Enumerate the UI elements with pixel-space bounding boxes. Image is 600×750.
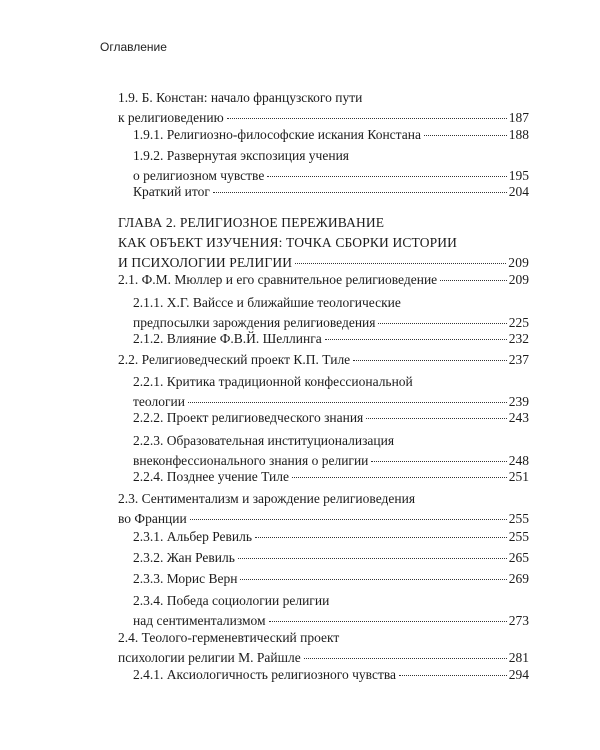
toc-entry-2-1-1[interactable]	[133, 293, 529, 333]
page-number: 195	[508, 168, 529, 183]
leader-dots	[424, 135, 507, 136]
toc-entry-title: 2.1. Ф.М. Мюллер и его сравнительное религиоведение	[118, 272, 438, 287]
page-number: 269	[508, 571, 529, 586]
toc-entry-2-2[interactable]	[118, 350, 529, 370]
toc-entry-2-2-2[interactable]	[133, 408, 529, 428]
toc-entry-title: 2.2.3. Образовательная институционализация	[133, 433, 395, 448]
toc-entry-title: 1.9.1. Религиозно-философские искания Констана	[133, 127, 421, 142]
toc-entry-title: предпосылки зарождения религиоведения	[133, 315, 376, 330]
toc-entry-2-3-1[interactable]	[133, 527, 529, 547]
page-number: 273	[508, 613, 529, 628]
toc-chapter-2[interactable]	[118, 213, 529, 273]
leader-dots	[238, 558, 507, 559]
toc-entry-title: 2.2.4. Позднее учение Тиле	[133, 469, 290, 484]
toc-entry-title: 2.3.3. Морис Верн	[133, 571, 238, 586]
toc-entry-title: 2.2.1. Критика традиционной конфессиональной	[133, 374, 413, 389]
toc-entry-title: психологии религии М. Райшле	[118, 650, 301, 665]
toc-entry-2-4[interactable]	[118, 628, 529, 668]
page-number: 209	[508, 255, 529, 270]
page-number: 248	[508, 453, 529, 468]
chapter-title: ГЛАВА 2. РЕЛИГИОЗНОЕ ПЕРЕЖИВАНИЕ	[118, 215, 385, 230]
leader-dots	[295, 263, 506, 264]
page-number: 251	[508, 469, 529, 484]
toc-entry-2-3-3[interactable]	[133, 569, 529, 589]
page-number: 204	[508, 184, 529, 199]
page-number: 239	[508, 394, 529, 409]
toc-entry-title: 2.4. Теолого-герменевтический проект	[118, 630, 340, 645]
leader-dots	[304, 658, 507, 659]
leader-dots	[267, 176, 506, 177]
toc-entry-2-2-4[interactable]	[133, 467, 529, 487]
leader-dots	[325, 339, 507, 340]
toc-entry-2-2-3[interactable]	[133, 431, 529, 471]
toc-entry-title: 2.2. Религиоведческий проект К.П. Тиле	[118, 352, 351, 367]
toc-entry-title: 2.4.1. Аксиологичность религиозного чувства	[133, 667, 397, 682]
page-number: 243	[508, 410, 529, 425]
toc-entry-title: 2.3.4. Победа социологии религии	[133, 593, 330, 608]
toc-entry-1-9[interactable]	[118, 88, 529, 128]
toc-entry-title: 2.1.1. Х.Г. Вайссе и ближайшие теологические	[133, 295, 401, 310]
toc-entry-1-9-2[interactable]	[133, 146, 529, 186]
leader-dots	[269, 621, 507, 622]
leader-dots	[371, 461, 506, 462]
chapter-title: И ПСИХОЛОГИИ РЕЛИГИИ	[118, 255, 293, 270]
toc-entry-title: внеконфессионального знания о религии	[133, 453, 369, 468]
page-number: 237	[508, 352, 529, 367]
page-number: 265	[508, 550, 529, 565]
toc-entry-2-3-4[interactable]	[133, 591, 529, 631]
toc-entry-title: о религиозном чувстве	[133, 168, 265, 183]
toc-entry-title: теологии	[133, 394, 185, 409]
toc-entry-2-1[interactable]	[118, 270, 529, 290]
leader-dots	[378, 323, 506, 324]
toc-entry-2-1-2[interactable]	[133, 329, 529, 349]
toc-entry-title: к религиоведению	[118, 110, 224, 125]
page-number: 232	[508, 331, 529, 346]
leader-dots	[190, 519, 507, 520]
toc-entry-title: 2.3.1. Альбер Ревиль	[133, 529, 253, 544]
leader-dots	[188, 402, 507, 403]
toc-entry-title: 1.9. Б. Констан: начало французского пути	[118, 90, 363, 105]
toc-entry-2-4-1[interactable]	[133, 665, 529, 685]
leader-dots	[255, 537, 507, 538]
leader-dots	[399, 675, 507, 676]
page-number: 281	[508, 650, 529, 665]
page-number: 188	[508, 127, 529, 142]
toc-entry-2-3-2[interactable]	[133, 548, 529, 568]
toc-entry-title: 2.1.2. Влияние Ф.В.Й. Шеллинга	[133, 331, 322, 346]
toc-entry-title: 1.9.2. Развернутая экспозиция учения	[133, 148, 349, 163]
page-number: 225	[508, 315, 529, 330]
toc-entry-2-2-1[interactable]	[133, 372, 529, 412]
toc-entry-title: над сентиментализмом	[133, 613, 266, 628]
page-number: 187	[508, 110, 529, 125]
toc-entry-2-3[interactable]	[118, 489, 529, 529]
toc-entry-1-9-1[interactable]	[133, 125, 529, 145]
page-number: 294	[508, 667, 529, 682]
toc-entry-title: 2.3. Сентиментализм и зарождение религиоведения	[118, 491, 416, 506]
page-number: 255	[508, 529, 529, 544]
leader-dots	[240, 579, 506, 580]
leader-dots	[353, 360, 507, 361]
toc-entry-title: 2.3.2. Жан Ревиль	[133, 550, 235, 565]
toc-entry-title: во Франции	[118, 511, 187, 526]
leader-dots	[440, 280, 507, 281]
leader-dots	[366, 418, 506, 419]
toc-entry-title: Краткий итог	[133, 184, 210, 199]
leader-dots	[213, 192, 507, 193]
running-head: Оглавление	[100, 40, 167, 54]
toc-entry-title: 2.2.2. Проект религиоведческого знания	[133, 410, 364, 425]
chapter-title: КАК ОБЪЕКТ ИЗУЧЕНИЯ: ТОЧКА СБОРКИ ИСТОРИИ	[118, 235, 458, 250]
page-number: 255	[508, 511, 529, 526]
toc-entry-summary[interactable]	[133, 182, 529, 202]
page-number: 209	[508, 272, 529, 287]
leader-dots	[227, 118, 507, 119]
leader-dots	[292, 477, 507, 478]
